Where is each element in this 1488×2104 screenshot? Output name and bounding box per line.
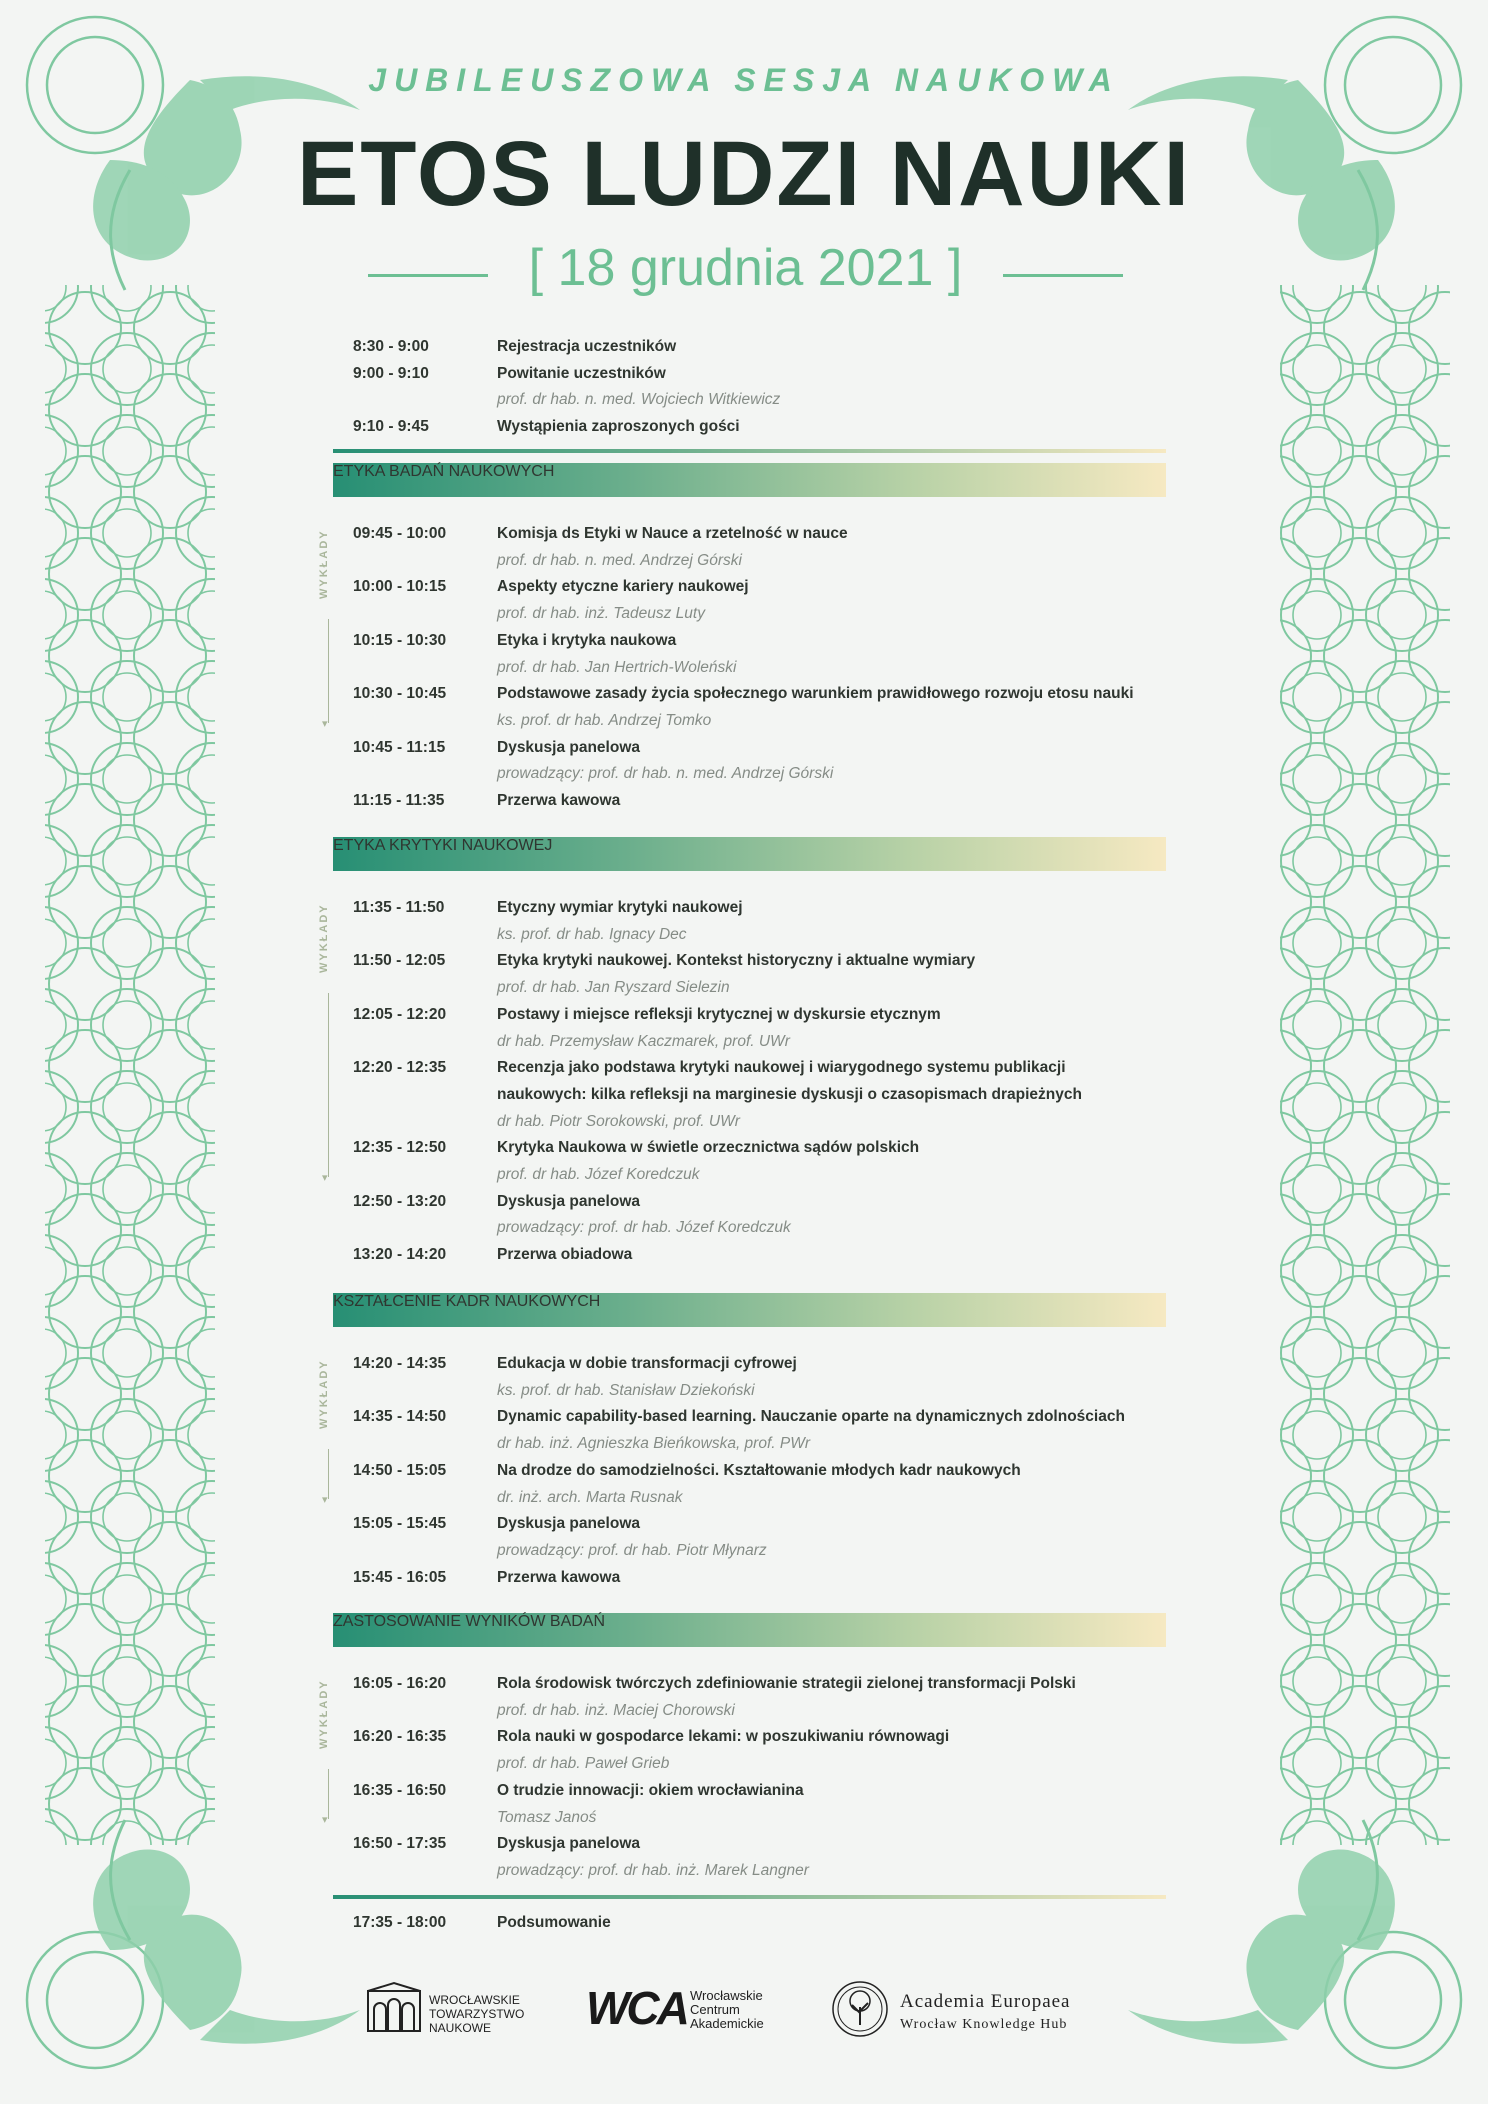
program-row (0, 1515, 1488, 1541)
program-row (0, 1914, 1488, 1940)
program-row (0, 659, 1488, 685)
date-row (0, 238, 1488, 310)
speaker: prof. dr hab. inż. Tadeusz Luty (497, 605, 705, 623)
program-row (0, 712, 1488, 738)
talk-title: Podstawowe zasady życia społecznego warunkiem prawidłowego rozwoju etosu nauki (497, 685, 1134, 703)
time-slot: 11:15 - 11:35 (353, 792, 445, 809)
talk-title: Recenzja jako podstawa krytyki naukowej i wiarygodnego systemu publikacji (497, 1059, 1066, 1077)
program-row (0, 525, 1488, 551)
speaker: prowadzący: prof. dr hab. n. med. Andrzej Górski (497, 765, 834, 783)
time-slot: 12:50 - 13:20 (353, 1192, 447, 1210)
time-slot: 17:35 - 18:00 (353, 1914, 447, 1931)
time-slot: 8:30 - 9:00 (353, 338, 429, 355)
talk-title: Rejestracja uczestników (497, 338, 677, 355)
wca-line-2: Centrum (690, 2002, 740, 2017)
divider-line (333, 1895, 1166, 1899)
speaker: prof. dr hab. inż. Maciej Chorowski (497, 1701, 735, 1719)
talk-title: Komisja ds Etyki w Nauce a rzetelność w nauce (497, 525, 848, 542)
program-row (0, 578, 1488, 604)
wtn-line-3: NAUKOWE (429, 2021, 492, 2035)
tree-seal-icon (830, 1979, 890, 2039)
lectures-label: WYKŁADY (318, 1679, 330, 1749)
talk-title: Wystąpienia zaproszonych gości (497, 418, 740, 436)
talk-title: Edukacja w dobie transformacji cyfrowej (497, 1355, 797, 1372)
program-row (0, 391, 1488, 417)
talk-title: Podsumowanie (497, 1914, 611, 1931)
talk-title: Przerwa kawowa (497, 792, 621, 809)
speaker: prof. dr hab. Jan Ryszard Sielezin (497, 979, 730, 997)
talk-title: Na drodze do samodzielności. Kształtowanie młodych kadr naukowych (497, 1461, 1021, 1479)
program-row (0, 1246, 1488, 1272)
program-row (0, 1193, 1488, 1219)
program-row (0, 1113, 1488, 1139)
ae-subtitle: Wrocław Knowledge Hub (900, 2017, 1068, 2032)
time-slot: 15:05 - 15:45 (353, 1515, 447, 1533)
program-row (0, 605, 1488, 631)
logo-wtn (366, 1981, 525, 2038)
talk-title: Etyka krytyki naukowej. Kontekst historyczny i aktualne wymiary (497, 952, 976, 970)
talk-title: Przerwa kawowa (497, 1568, 621, 1586)
wca-line-3: Akademickie (690, 2016, 764, 2031)
program-row (0, 1809, 1488, 1835)
section-header (333, 463, 1166, 497)
time-slot: 16:05 - 16:20 (353, 1675, 447, 1692)
speaker: prowadzący: prof. dr hab. inż. Marek Langner (497, 1861, 809, 1879)
program-row (0, 792, 1488, 818)
wca-mark: WCA (586, 1982, 687, 2034)
time-slot: 14:35 - 14:50 (353, 1408, 447, 1426)
program-row (0, 1728, 1488, 1754)
talk-title: Rola środowisk twórczych zdefiniowanie strategii zielonej transformacji Polski (497, 1675, 1076, 1692)
arrow-down-icon: ▾ (322, 1494, 328, 1507)
program-row (0, 1782, 1488, 1808)
section-header (333, 837, 1166, 871)
program-row (0, 899, 1488, 925)
speaker: ks. prof. dr hab. Andrzej Tomko (497, 711, 712, 729)
program-row (0, 1033, 1488, 1059)
time-slot: 11:50 - 12:05 (353, 952, 446, 970)
program-row (0, 1542, 1488, 1568)
ae-title: Academia Europaea (900, 1991, 1071, 2012)
program-row (0, 1382, 1488, 1408)
program-row (0, 979, 1488, 1005)
program-row (0, 365, 1488, 391)
wca-line-1: Wrocławskie (690, 1988, 763, 2003)
program-row (0, 1219, 1488, 1245)
talk-title: Postawy i miejsce refleksji krytycznej w dyskursie etycznym (497, 1005, 941, 1023)
speaker: dr hab. inż. Agnieszka Bieńkowska, prof. PWr (497, 1435, 811, 1453)
program-row (0, 1166, 1488, 1192)
program-row (0, 1139, 1488, 1165)
time-slot: 11:35 - 11:50 (353, 899, 445, 916)
time-slot: 12:05 - 12:20 (353, 1005, 447, 1023)
speaker: prof. dr hab. Józef Koredczuk (497, 1166, 700, 1183)
time-slot: 09:45 - 10:00 (353, 525, 447, 542)
program-row (0, 1702, 1488, 1728)
building-icon (366, 1981, 422, 2033)
wtn-line-1: WROCŁAWSKIE (429, 1993, 520, 2007)
program-row (0, 1462, 1488, 1488)
program-row (0, 1835, 1488, 1861)
program-row (0, 1355, 1488, 1381)
speaker: prof. dr hab. Paweł Grieb (497, 1755, 670, 1773)
section-header (333, 1293, 1166, 1327)
talk-title: O trudzie innowacji: okiem wrocławianina (497, 1781, 804, 1799)
program-row (0, 952, 1488, 978)
section-title: ETYKA BADAŃ NAUKOWYCH (333, 463, 555, 480)
program-row (0, 1569, 1488, 1595)
speaker: dr hab. Przemysław Kaczmarek, prof. UWr (497, 1032, 790, 1050)
lectures-line (328, 993, 329, 1177)
program-row (0, 1862, 1488, 1888)
talk-title: Etyka i krytyka naukowa (497, 631, 677, 649)
arrow-down-icon: ▾ (322, 717, 328, 730)
talk-title: Aspekty etyczne kariery naukowej (497, 578, 749, 596)
program-row (0, 739, 1488, 765)
time-slot: 12:35 - 12:50 (353, 1139, 447, 1157)
speaker: Tomasz Janoś (497, 1808, 597, 1826)
lectures-line (328, 1769, 329, 1819)
program-row (0, 552, 1488, 578)
time-slot: 12:20 - 12:35 (353, 1059, 447, 1077)
program-row (0, 1006, 1488, 1032)
time-slot: 10:15 - 10:30 (353, 631, 447, 649)
program-row (0, 338, 1488, 364)
time-slot: 16:35 - 16:50 (353, 1781, 447, 1799)
program-row (0, 926, 1488, 952)
speaker: prof. dr hab. n. med. Wojciech Witkiewicz (497, 391, 781, 409)
divider-line (333, 449, 1166, 453)
program-row (0, 418, 1488, 444)
program-row (0, 1675, 1488, 1701)
program-row (0, 632, 1488, 658)
logo-academia-europaea (830, 1979, 1071, 2044)
time-slot: 9:10 - 9:45 (353, 418, 429, 436)
speaker: dr. inż. arch. Marta Rusnak (497, 1488, 683, 1506)
program-row (0, 1755, 1488, 1781)
time-slot: 13:20 - 14:20 (353, 1246, 447, 1264)
program-row (0, 1086, 1488, 1112)
time-slot: 14:20 - 14:35 (353, 1355, 447, 1372)
program-row (0, 685, 1488, 711)
talk-title: Dynamic capability-based learning. Nauczanie oparte na dynamicznych zdolnościach (497, 1408, 1125, 1426)
program-row (0, 765, 1488, 791)
talk-title: Dyskusja panelowa (497, 1515, 641, 1533)
time-slot: 10:45 - 11:15 (353, 738, 446, 756)
lectures-label: WYKŁADY (318, 903, 330, 973)
event-date: [ 18 grudnia 2021 ] (528, 239, 963, 297)
talk-title: Dyskusja panelowa (497, 1835, 641, 1853)
page-title: ETOS LUDZI NAUKI (296, 123, 1192, 225)
subtitle: JUBILEUSZOWA SESJA NAUKOWA (368, 62, 1120, 98)
date-line-right (1003, 274, 1123, 277)
speaker: ks. prof. dr hab. Ignacy Dec (497, 925, 687, 943)
talk-title: Dyskusja panelowa (497, 738, 641, 756)
talk-title: Rola nauki w gospodarce lekami: w poszukiwaniu równowagi (497, 1728, 950, 1746)
talk-title: Powitanie uczestników (497, 364, 666, 382)
talk-title: Etyczny wymiar krytyki naukowej (497, 899, 743, 916)
speaker: prof. dr hab. Jan Hertrich-Woleński (497, 658, 737, 676)
time-slot: 15:45 - 16:05 (353, 1568, 447, 1586)
wtn-line-2: TOWARZYSTWO (429, 2007, 525, 2021)
talk-title: Dyskusja panelowa (497, 1192, 641, 1210)
time-slot: 16:20 - 16:35 (353, 1728, 447, 1746)
time-slot: 16:50 - 17:35 (353, 1835, 447, 1853)
talk-title: Krytyka Naukowa w świetle orzecznictwa sądów polskich (497, 1139, 920, 1157)
time-slot: 10:00 - 10:15 (353, 578, 447, 596)
speaker: prowadzący: prof. dr hab. Józef Koredczuk (497, 1219, 791, 1237)
speaker: prof. dr hab. n. med. Andrzej Górski (497, 551, 742, 569)
lectures-line (328, 1449, 329, 1499)
lectures-label: WYKŁADY (318, 1359, 330, 1429)
program-row (0, 1435, 1488, 1461)
lectures-label: WYKŁADY (318, 529, 330, 599)
date-line-left (368, 274, 488, 277)
program-row (0, 1489, 1488, 1515)
time-slot: 9:00 - 9:10 (353, 364, 429, 382)
logos (0, 1975, 1488, 2045)
time-slot: 10:30 - 10:45 (353, 685, 447, 703)
lectures-line (328, 619, 329, 723)
speaker: ks. prof. dr hab. Stanisław Dziekoński (497, 1381, 755, 1399)
speaker: dr hab. Piotr Sorokowski, prof. UWr (497, 1112, 740, 1130)
section-title: ZASTOSOWANIE WYNIKÓW BADAŃ (333, 1613, 606, 1630)
section-header (333, 1613, 1166, 1647)
section-title: KSZTAŁCENIE KADR NAUKOWYCH (333, 1293, 601, 1310)
speaker: prowadzący: prof. dr hab. Piotr Młynarz (497, 1541, 767, 1559)
arrow-down-icon: ▾ (322, 1171, 328, 1184)
program-row (0, 1408, 1488, 1434)
section-title: ETYKA KRYTYKI NAUKOWEJ (333, 837, 553, 854)
talk-title: naukowych: kilka refleksji na marginesie dyskusji o czasopismach drapieżnych (497, 1085, 1082, 1103)
program-row (0, 1059, 1488, 1085)
time-slot: 14:50 - 15:05 (353, 1461, 447, 1479)
talk-title: Przerwa obiadowa (497, 1246, 633, 1264)
arrow-down-icon: ▾ (322, 1814, 328, 1827)
